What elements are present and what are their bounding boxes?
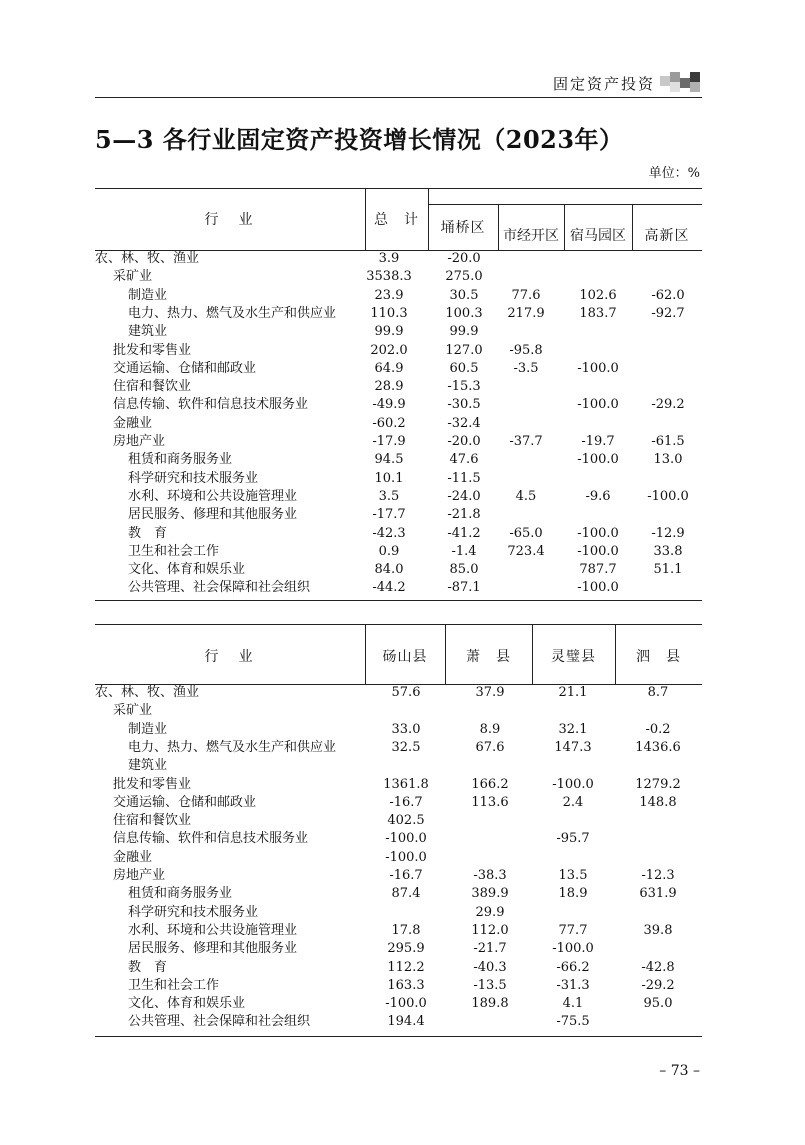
row-value: -12.3 <box>641 868 675 883</box>
row-value: -100.0 <box>577 360 619 376</box>
row-value: 166.2 <box>471 776 509 792</box>
table-row <box>95 287 702 305</box>
table-row <box>95 904 702 922</box>
row-label: 租赁和商务服务业 <box>128 886 233 902</box>
table-row <box>95 721 702 739</box>
row-value: 402.5 <box>387 813 425 829</box>
row-value: 3538.3 <box>366 269 412 285</box>
row-value: 3.9 <box>378 251 400 266</box>
row-value: -66.2 <box>556 959 590 975</box>
table-row <box>95 702 702 720</box>
row-label: 公共管理、社会保障和社会组织 <box>128 1014 311 1030</box>
row-value: 67.6 <box>475 739 505 755</box>
row-value: -17.7 <box>372 507 406 523</box>
row-value: 21.1 <box>558 685 588 700</box>
row-value: -15.3 <box>447 379 481 395</box>
row-value: 127.0 <box>445 342 483 358</box>
row-value: -65.0 <box>509 525 543 541</box>
table-counties <box>95 624 702 1040</box>
row-value: 0.9 <box>378 543 400 559</box>
row-value: -37.7 <box>509 434 543 449</box>
row-value: 29.9 <box>475 904 505 920</box>
row-value: 28.9 <box>374 379 404 395</box>
row-value: -40.3 <box>473 959 507 975</box>
row-value: -100.0 <box>577 580 619 596</box>
header-sixian: 泗 县 <box>636 649 681 665</box>
row-value: -44.2 <box>372 580 406 596</box>
row-value: 1361.8 <box>383 776 429 792</box>
row-value: 95.0 <box>643 996 673 1012</box>
row-value: -100.0 <box>577 397 619 413</box>
row-value: -100.0 <box>577 525 619 541</box>
row-value: 787.7 <box>579 562 617 578</box>
row-value: 102.6 <box>579 287 617 303</box>
table-row <box>95 525 702 543</box>
row-value: 37.9 <box>475 685 505 700</box>
row-value: 60.5 <box>449 360 479 376</box>
row-value: -13.5 <box>473 977 507 993</box>
row-value: -100.0 <box>577 543 619 559</box>
table-row <box>95 922 702 940</box>
row-label: 交通运输、仓储和邮政业 <box>113 360 257 376</box>
row-value: -21.8 <box>447 507 481 523</box>
row-value: 87.4 <box>391 886 421 902</box>
header-total: 总 计 <box>374 212 419 228</box>
row-label: 农、林、牧、渔业 <box>95 251 200 266</box>
table-row <box>95 360 702 378</box>
row-label: 居民服务、修理和其他服务业 <box>128 941 298 957</box>
row-value: -19.7 <box>581 434 615 449</box>
table-row <box>95 959 702 977</box>
row-label: 电力、热力、燃气及水生产和供应业 <box>128 305 337 321</box>
row-value: -61.5 <box>651 434 685 449</box>
row-label: 信息传输、软件和信息技术服务业 <box>113 397 309 413</box>
header-yongqiao: 埇桥区 <box>440 220 486 236</box>
row-value: 85.0 <box>449 562 479 578</box>
row-value: -20.0 <box>447 251 481 266</box>
header-xiaoxian: 萧 县 <box>466 649 511 665</box>
table-districts <box>95 188 702 604</box>
row-value: -95.8 <box>509 342 543 358</box>
row-label: 电力、热力、燃气及水生产和供应业 <box>128 739 337 755</box>
row-value: -31.3 <box>556 977 590 993</box>
table-row <box>95 757 702 775</box>
row-label: 水利、环境和公共设施管理业 <box>128 922 298 938</box>
row-label: 采矿业 <box>113 269 153 285</box>
row-value: -41.2 <box>447 525 481 541</box>
table-row <box>95 415 702 433</box>
row-label: 信息传输、软件和信息技术服务业 <box>113 831 309 847</box>
row-value: -100.0 <box>647 488 689 504</box>
row-label: 卫生和社会工作 <box>128 977 220 993</box>
row-value: 112.0 <box>471 922 509 938</box>
row-value: 4.5 <box>515 488 537 504</box>
header-dangshan: 砀山县 <box>382 649 428 665</box>
row-value: 94.5 <box>374 452 404 468</box>
row-value: -12.9 <box>651 525 685 541</box>
row-value: 77.6 <box>511 287 541 303</box>
row-value: -29.2 <box>651 397 685 413</box>
table-row <box>95 342 702 360</box>
row-value: 13.5 <box>558 868 588 883</box>
row-label: 教 育 <box>128 959 168 975</box>
row-label: 卫生和社会工作 <box>128 543 220 559</box>
row-value: 295.9 <box>387 941 425 957</box>
table-row <box>95 885 702 903</box>
table-row <box>95 830 702 848</box>
row-label: 采矿业 <box>113 703 153 719</box>
row-value: 8.9 <box>479 721 501 737</box>
row-value: 10.1 <box>374 470 404 486</box>
header-shijingkai: 市经开区 <box>503 228 559 244</box>
row-label: 房地产业 <box>113 434 166 449</box>
table-row <box>95 268 702 286</box>
row-value: -17.9 <box>372 434 406 449</box>
row-value: 64.9 <box>374 360 404 376</box>
row-value: 99.9 <box>449 324 479 340</box>
row-value: 13.0 <box>653 452 683 468</box>
row-value: 631.9 <box>639 886 677 902</box>
table-row <box>95 506 702 524</box>
header-gaoxin: 高新区 <box>644 228 690 244</box>
row-value: 32.5 <box>391 739 421 755</box>
row-value: 113.6 <box>471 794 509 810</box>
table-row <box>95 451 702 469</box>
row-label: 制造业 <box>128 287 168 303</box>
row-label: 批发和零售业 <box>113 342 192 358</box>
row-value: -42.8 <box>641 959 675 975</box>
row-value: 18.9 <box>558 886 588 902</box>
row-value: -24.0 <box>447 488 481 504</box>
row-value: 1436.6 <box>635 739 681 755</box>
header-rule <box>95 97 702 98</box>
row-value: -62.0 <box>651 287 685 303</box>
row-value: 112.2 <box>387 959 425 975</box>
table-row <box>95 305 702 323</box>
row-value: 189.8 <box>471 996 509 1012</box>
row-value: -75.5 <box>556 1014 590 1030</box>
row-value: 2.4 <box>562 794 584 810</box>
row-value: -1.4 <box>451 543 477 559</box>
row-value: 32.1 <box>558 721 588 737</box>
row-value: 1279.2 <box>635 776 681 792</box>
row-label: 科学研究和技术服务业 <box>128 904 259 920</box>
row-label: 教 育 <box>128 525 168 541</box>
row-value: -29.2 <box>641 977 675 993</box>
row-label: 制造业 <box>128 721 168 737</box>
row-label: 居民服务、修理和其他服务业 <box>128 507 298 523</box>
row-value: -16.7 <box>389 794 423 810</box>
section-header: 固定资产投资 <box>552 75 655 93</box>
row-value: -100.0 <box>385 831 427 847</box>
row-value: -92.7 <box>651 305 685 321</box>
table-row <box>95 867 702 885</box>
row-label: 文化、体育和娱乐业 <box>128 996 246 1012</box>
row-value: 147.3 <box>554 739 592 755</box>
row-label: 科学研究和技术服务业 <box>128 470 259 486</box>
row-label: 金融业 <box>113 415 153 431</box>
row-value: 51.1 <box>653 562 683 578</box>
row-value: -100.0 <box>552 776 594 792</box>
row-value: -42.3 <box>372 525 406 541</box>
row-value: 723.4 <box>507 543 545 559</box>
row-label: 水利、环境和公共设施管理业 <box>128 488 298 504</box>
table-row <box>95 378 702 396</box>
row-value: 217.9 <box>507 305 545 321</box>
row-value: -60.2 <box>372 415 406 431</box>
row-value: 194.4 <box>387 1014 425 1030</box>
header-decoration-icon <box>660 70 702 92</box>
row-value: 202.0 <box>370 342 408 358</box>
row-value: -0.2 <box>645 721 671 737</box>
table-row <box>95 849 702 867</box>
table-row <box>95 940 702 958</box>
row-value: 84.0 <box>374 562 404 578</box>
row-value: 275.0 <box>445 269 483 285</box>
row-value: 3.5 <box>378 488 400 504</box>
row-label: 住宿和餐饮业 <box>113 379 192 395</box>
row-value: -30.5 <box>447 397 481 413</box>
row-value: 57.6 <box>391 685 421 700</box>
row-value: 77.7 <box>558 922 588 938</box>
table-row <box>95 250 702 268</box>
header-industry-2: 行 业 <box>204 649 256 665</box>
table-row <box>95 739 702 757</box>
row-value: 17.8 <box>391 922 421 938</box>
row-value: -100.0 <box>552 941 594 957</box>
table-row <box>95 561 702 579</box>
row-label: 交通运输、仓储和邮政业 <box>113 794 257 810</box>
row-value: 163.3 <box>387 977 425 993</box>
row-value: -100.0 <box>385 849 427 865</box>
row-label: 公共管理、社会保障和社会组织 <box>128 580 311 596</box>
row-label: 建筑业 <box>128 324 168 340</box>
row-label: 文化、体育和娱乐业 <box>128 562 246 578</box>
row-value: 23.9 <box>374 287 404 303</box>
row-value: 4.1 <box>562 996 584 1012</box>
table-row <box>95 977 702 995</box>
table-row <box>95 470 702 488</box>
header-sumayuan: 宿马园区 <box>570 228 626 244</box>
row-value: -49.9 <box>372 397 406 413</box>
row-value: -9.6 <box>585 488 611 504</box>
table-row <box>95 684 702 702</box>
row-label: 房地产业 <box>113 868 166 883</box>
row-value: -87.1 <box>447 580 481 596</box>
header-industry: 行 业 <box>204 212 256 228</box>
row-label: 建筑业 <box>128 758 168 774</box>
row-label: 批发和零售业 <box>113 776 192 792</box>
table-row <box>95 794 702 812</box>
row-value: -95.7 <box>556 831 590 847</box>
row-label: 租赁和商务服务业 <box>128 452 233 468</box>
row-value: -21.7 <box>473 941 507 957</box>
page-title: 5—3 各行业固定资产投资增长情况（2023年） <box>95 125 624 154</box>
table-row <box>95 396 702 414</box>
row-value: 47.6 <box>449 452 479 468</box>
table-row <box>95 433 702 451</box>
row-value: 100.3 <box>445 305 483 321</box>
row-value: 110.3 <box>370 305 408 321</box>
table-row <box>95 488 702 506</box>
row-value: 33.0 <box>391 721 421 737</box>
row-value: -100.0 <box>577 452 619 468</box>
unit-label: 单位：% <box>648 166 700 181</box>
row-value: -100.0 <box>385 996 427 1012</box>
row-value: -20.0 <box>447 434 481 449</box>
row-value: 99.9 <box>374 324 404 340</box>
row-value: 148.8 <box>639 794 677 810</box>
row-value: -32.4 <box>447 415 481 431</box>
row-value: 39.8 <box>643 922 673 938</box>
row-value: 389.9 <box>471 886 509 902</box>
row-value: 8.7 <box>647 685 669 700</box>
row-value: -16.7 <box>389 868 423 883</box>
table-row <box>95 579 702 597</box>
row-value: -11.5 <box>447 470 481 486</box>
row-value: 30.5 <box>449 287 479 303</box>
row-label: 金融业 <box>113 849 153 865</box>
header-lingbi: 灵璧县 <box>551 649 596 665</box>
row-value: -3.5 <box>513 360 539 376</box>
row-label: 住宿和餐饮业 <box>113 813 192 829</box>
table-row <box>95 812 702 830</box>
row-value: 183.7 <box>579 305 617 321</box>
table-row <box>95 323 702 341</box>
page-number: – 73 – <box>659 1063 700 1079</box>
table-row <box>95 776 702 794</box>
row-value: -38.3 <box>473 868 507 883</box>
table-row <box>95 543 702 561</box>
row-label: 农、林、牧、渔业 <box>95 685 200 700</box>
table-row <box>95 1013 702 1031</box>
table-row <box>95 995 702 1013</box>
row-value: 33.8 <box>653 543 683 559</box>
